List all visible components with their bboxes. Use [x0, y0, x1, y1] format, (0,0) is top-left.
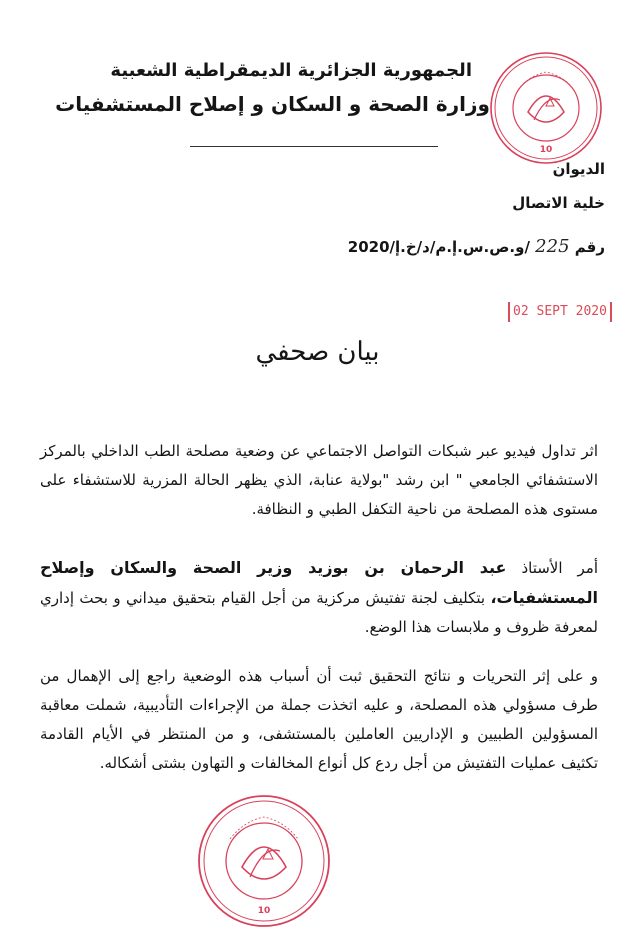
- paragraph-2: [40, 553, 598, 642]
- paragraph-3: و على إثر التحريات و نتائج التحقيق ثبت أن أسباب هذه الوضعية راجع إلى الإهمال من طرف مسؤولي هذه المصلحة، و عليه اتخذت جملة من الإجراءات التأديبية، شملت معاقبة المسؤولين الطبيين و الإداريين العاملين بالمستشفى، و من المنتظر في الأيام القادمة تكثيف عمليات التفتيش من أجل ردع كل أنواع المخالفات و التهاون بشتى أشكاله.: [40, 667, 598, 772]
- official-seal-bottom: [196, 793, 332, 929]
- ministry-title: وزارة الصحة و السكان و إصلاح المستشفيات: [55, 92, 490, 116]
- page-title: بيان صحفي: [255, 337, 380, 367]
- svg-text:10: 10: [539, 145, 553, 155]
- reference-number: 225: [535, 236, 570, 257]
- reference-line: [348, 236, 605, 257]
- minister-name: عبد الرحمان بن بوزيد وزير الصحة والسكان وإصلاح المستشفيات،: [40, 558, 598, 607]
- paragraph-1: اثر تداول فيديو عبر شبكات التواصل الاجتماعي عن وضعية مصلحة الطب الداخلي بالمركز الاستشفائي الجامعي " ابن رشد "بولاية عنابة، الذي يظهر الحالة المزرية للاستشفاء على مستوى هذه المصلحة من ناحية التكفل الطبي و النظافة.: [40, 442, 598, 518]
- reference-code: /و.ص.س.إ.م/د/خ.إ/2020: [347, 238, 530, 256]
- svg-text:10: 10: [257, 906, 271, 916]
- paragraph-2-prefix: أمر الأستاذ: [506, 559, 598, 577]
- republic-title: الجمهورية الجزائرية الديمقراطية الشعبية: [110, 60, 472, 81]
- office-cell: خلية الاتصال: [512, 194, 605, 212]
- official-seal-top: [488, 50, 604, 166]
- reference-prefix: رقم: [574, 238, 605, 256]
- office-divan: الديوان: [552, 160, 605, 178]
- header-divider: [190, 146, 438, 147]
- date-stamp: 02 SEPT 2020: [508, 302, 612, 322]
- paragraph-2-rest: بتكليف لجنة تفتيش مركزية من أجل القيام بتحقيق ميداني و بحث إداري لمعرفة ظروف و ملابسات هذا الوضع.: [40, 589, 598, 636]
